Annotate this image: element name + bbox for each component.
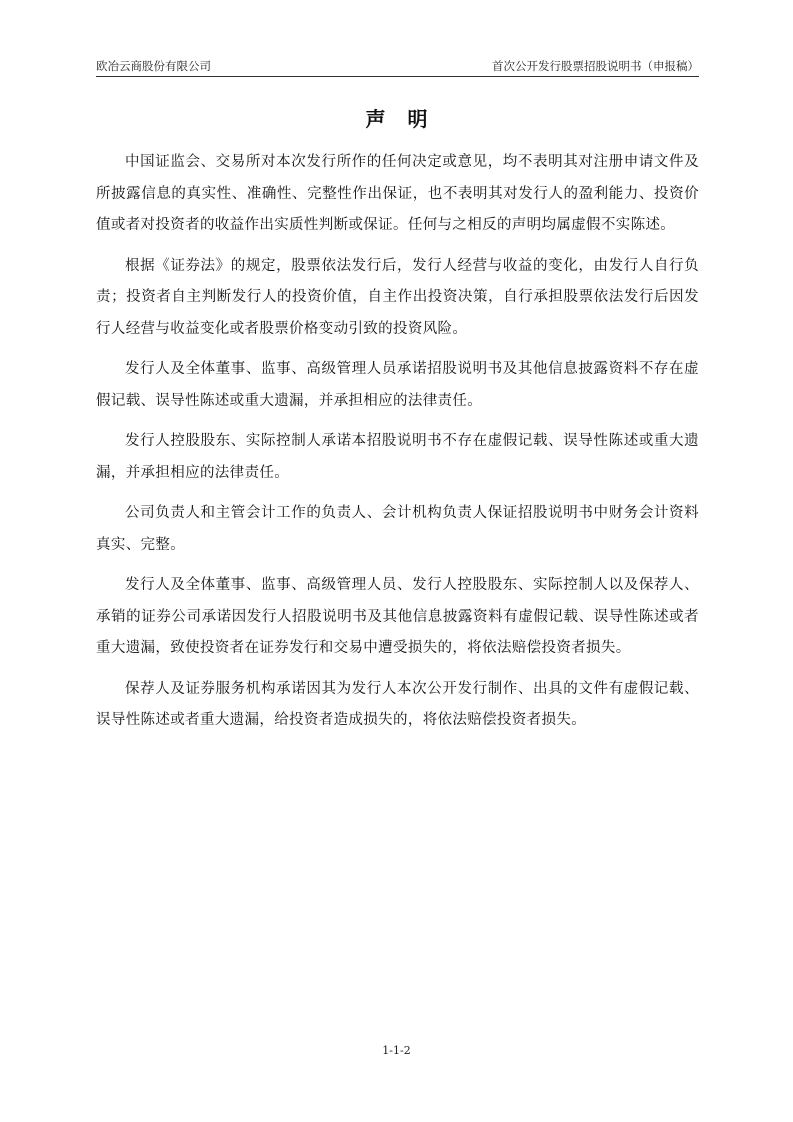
paragraph-5: 公司负责人和主管会计工作的负责人、会计机构负责人保证招股说明书中财务会计资料真实、完整。 bbox=[96, 505, 699, 553]
declaration-body bbox=[96, 147, 699, 746]
document-title: 首次公开发行股票招股说明书（申报稿） bbox=[492, 59, 699, 73]
paragraph-2: 根据《证券法》的规定，股票依法发行后，发行人经营与收益的变化，由发行人自行负责；投资者自主判断发行人的投资价值，自主作出投资决策，自行承担股票依法发行后因发行人经营与收益变化或者股票价格变动引致的投资风险。 bbox=[96, 257, 699, 337]
page-number: 1-1-2 bbox=[382, 1044, 411, 1057]
paragraph-7: 保荐人及证券服务机构承诺因其为发行人本次公开发行制作、出具的文件有虚假记载、误导性陈述或者重大遗漏，给投资者造成损失的，将依法赔偿投资者损失。 bbox=[96, 680, 699, 728]
paragraph-1: 中国证监会、交易所对本次发行所作的任何决定或意见，均不表明其对注册申请文件及所披露信息的真实性、准确性、完整性作出保证，也不表明其对发行人的盈利能力、投资价值或者对投资者的收益作出实质性判断或保证。任何与之相反的声明均属虚假不实陈述。 bbox=[96, 154, 699, 233]
paragraph-3: 发行人及全体董事、监事、高级管理人员承诺招股说明书及其他信息披露资料不存在虚假记载、误导性陈述或重大遗漏，并承担相应的法律责任。 bbox=[96, 361, 699, 409]
paragraph-6: 发行人及全体董事、监事、高级管理人员、发行人控股股东、实际控制人以及保荐人、承销的证券公司承诺因发行人招股说明书及其他信息披露资料有虚假记载、误导性陈述或者重大遗漏，致使投资者在证券发行和交易中遭受损失的，将依法赔偿投资者损失。 bbox=[96, 577, 699, 656]
company-name: 欧冶云商股份有限公司 bbox=[96, 59, 211, 73]
paragraph-4: 发行人控股股东、实际控制人承诺本招股说明书不存在虚假记载、误导性陈述或重大遗漏，并承担相应的法律责任。 bbox=[96, 433, 699, 481]
page-header bbox=[96, 56, 699, 77]
page-title: 声明 bbox=[365, 107, 450, 131]
